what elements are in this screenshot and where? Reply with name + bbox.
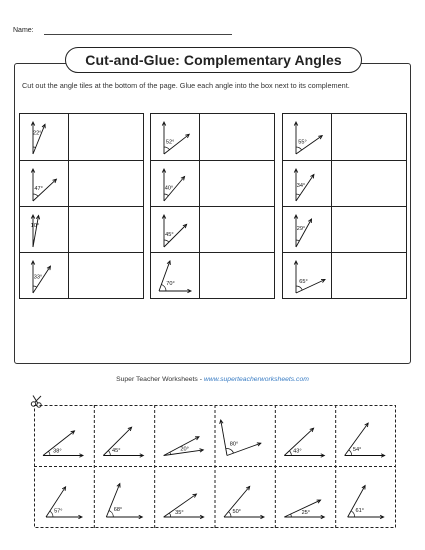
grid-angle-label: 33°	[33, 274, 43, 281]
angle-figure	[20, 114, 69, 160]
grid-row	[283, 252, 406, 298]
grid-angle-label: 65°	[299, 279, 308, 286]
grid-angle-angle	[294, 261, 325, 293]
grid-angle-arc	[296, 194, 300, 195]
grid-angle-angle	[31, 122, 45, 154]
grid-angle-label: 52°	[165, 139, 175, 146]
tile-label: 45°	[112, 448, 121, 455]
grid-angle-ray-a	[30, 215, 40, 247]
tile-angle	[284, 428, 324, 457]
grid-row	[151, 252, 274, 298]
grid-angle-angle	[31, 261, 50, 293]
tile-arc	[108, 451, 110, 456]
tile-arc	[351, 511, 355, 517]
grid-angle-label: 40°	[164, 185, 174, 192]
grid-angle-arc	[296, 240, 299, 241]
grid-angle-angle	[294, 169, 314, 201]
angle-tile[interactable]	[164, 437, 204, 456]
grid-angle-angle	[162, 122, 189, 154]
page-title: Cut-and-Glue: Complementary Angles	[65, 47, 362, 73]
tile-angle	[43, 431, 83, 457]
angle-tile[interactable]	[220, 420, 261, 455]
grid-angle-angle	[294, 122, 322, 154]
grid-angle-label: 55°	[298, 139, 307, 146]
angle-tile[interactable]	[46, 487, 82, 519]
glue-box[interactable]	[69, 161, 143, 206]
glue-box[interactable]	[69, 253, 143, 298]
tile-label: 68°	[113, 507, 123, 514]
angle-cell	[283, 161, 332, 206]
grid-row	[20, 160, 143, 206]
tile-label: 50°	[232, 509, 241, 516]
angle-cell	[20, 253, 69, 298]
grid-row	[20, 114, 143, 160]
angle-grid	[19, 113, 144, 299]
angle-figure	[151, 207, 200, 253]
tile-angle	[106, 484, 142, 519]
glue-box[interactable]	[200, 253, 274, 298]
grid-angle-label: 10°	[30, 223, 40, 230]
grid-angle-angle	[31, 169, 56, 201]
name-line[interactable]	[44, 34, 232, 35]
angle-tile[interactable]	[106, 484, 142, 519]
angle-figure	[283, 207, 332, 253]
tile-label: 35°	[175, 510, 184, 517]
tile-ray-b	[221, 420, 227, 455]
tile-label: 57°	[54, 508, 63, 515]
angle-tile[interactable]	[345, 423, 385, 457]
tile-label: 54°	[352, 447, 362, 454]
angle-grid	[150, 113, 275, 299]
grid-angle-label: 47°	[34, 186, 43, 193]
angle-cell	[20, 114, 69, 160]
angle-grid	[282, 113, 407, 299]
tile-label: 25°	[301, 510, 311, 517]
tile-angle	[220, 420, 261, 455]
tile-arc	[228, 512, 231, 517]
angle-cell	[283, 253, 332, 298]
angle-tile[interactable]	[284, 500, 324, 519]
tile-arc	[289, 451, 291, 456]
footer-text: Super Teacher Worksheets -	[116, 376, 204, 383]
grid-row	[283, 206, 406, 252]
name-label: Name:	[13, 27, 34, 34]
angle-tile[interactable]	[103, 427, 143, 457]
tile-arc	[50, 511, 53, 517]
grid-angle-angle	[162, 215, 186, 247]
grid-angle-label: 70°	[166, 280, 175, 287]
grid-row	[151, 114, 274, 160]
glue-box[interactable]	[332, 161, 406, 206]
angle-figure	[20, 161, 69, 207]
tile-angle	[164, 437, 204, 456]
grid-angle-angle	[294, 215, 311, 247]
angle-figure	[20, 253, 69, 299]
grid-row	[151, 206, 274, 252]
grid-row	[283, 114, 406, 160]
angle-tile[interactable]	[224, 486, 264, 518]
tile-angle	[164, 494, 204, 519]
glue-box[interactable]	[200, 207, 274, 252]
angle-cell	[151, 207, 200, 252]
grid-angle-arc	[164, 194, 168, 196]
tile-angle	[103, 427, 143, 457]
instructions: Cut out the angle tiles at the bottom of the page. Glue each angle into the box next to its complement.	[22, 81, 350, 90]
angle-tile[interactable]	[43, 431, 83, 457]
tile-angle	[348, 486, 384, 519]
angle-figure	[151, 161, 200, 207]
tile-label: 80°	[229, 441, 239, 448]
tile-label: 20°	[180, 446, 189, 453]
tile-arc	[109, 511, 113, 517]
angle-tile[interactable]	[164, 494, 204, 519]
grid-angle-arc	[296, 147, 302, 150]
glue-box[interactable]	[200, 114, 274, 160]
grid-row	[283, 160, 406, 206]
angle-figure	[151, 253, 200, 299]
angle-cell	[20, 207, 69, 252]
grid-angle-arc	[164, 240, 169, 242]
grid-angle-label: 22°	[32, 130, 42, 137]
grid-row	[20, 206, 143, 252]
angle-figure	[283, 253, 332, 299]
angle-figure	[283, 161, 332, 207]
tile-arc	[349, 450, 352, 456]
angle-figure	[20, 207, 69, 253]
tile-label: 61°	[355, 507, 364, 514]
grid-angle-angle	[159, 261, 191, 293]
glue-box[interactable]	[332, 253, 406, 298]
angle-tile[interactable]	[348, 486, 384, 519]
angle-cell	[151, 114, 200, 160]
grid-angle-ray-a	[33, 124, 45, 154]
glue-box[interactable]	[69, 207, 143, 252]
footer	[0, 376, 425, 383]
glue-box[interactable]	[69, 114, 143, 160]
tile-angle	[345, 423, 385, 457]
angle-cell	[151, 253, 200, 298]
tile-angle	[284, 500, 324, 519]
grid-angle-arc	[33, 194, 38, 196]
glue-box[interactable]	[200, 161, 274, 206]
footer-link[interactable]: www.superteacherworksheets.com	[203, 376, 309, 383]
grid-angle-label: 45°	[165, 232, 174, 239]
angle-cell	[20, 161, 69, 206]
grid-angle-arc	[296, 286, 302, 290]
grid-row	[20, 252, 143, 298]
tile-arc	[169, 513, 170, 517]
angle-cell	[151, 161, 200, 206]
grid-angle-ray-a	[296, 219, 312, 247]
grid-angle-arc	[33, 286, 37, 287]
angle-cell	[283, 207, 332, 252]
glue-box[interactable]	[332, 207, 406, 252]
grid-angle-label: 29°	[296, 225, 306, 232]
angle-tile[interactable]	[284, 428, 324, 457]
tile-angle	[224, 486, 264, 518]
grid-angle-arc	[164, 147, 170, 150]
angle-cell	[283, 114, 332, 160]
glue-box[interactable]	[332, 114, 406, 160]
angle-figure	[151, 114, 200, 160]
tile-arc	[226, 449, 234, 454]
tile-label: 43°	[293, 448, 302, 455]
angle-tiles	[34, 405, 396, 528]
grid-row	[151, 160, 274, 206]
grid-angle-angle	[31, 215, 40, 247]
angle-figure	[283, 114, 332, 160]
grid-angle-angle	[162, 169, 184, 201]
grid-angle-label: 34°	[296, 182, 306, 189]
tile-angle	[46, 487, 82, 519]
tile-arc	[49, 451, 50, 455]
tile-label: 38°	[53, 448, 62, 455]
